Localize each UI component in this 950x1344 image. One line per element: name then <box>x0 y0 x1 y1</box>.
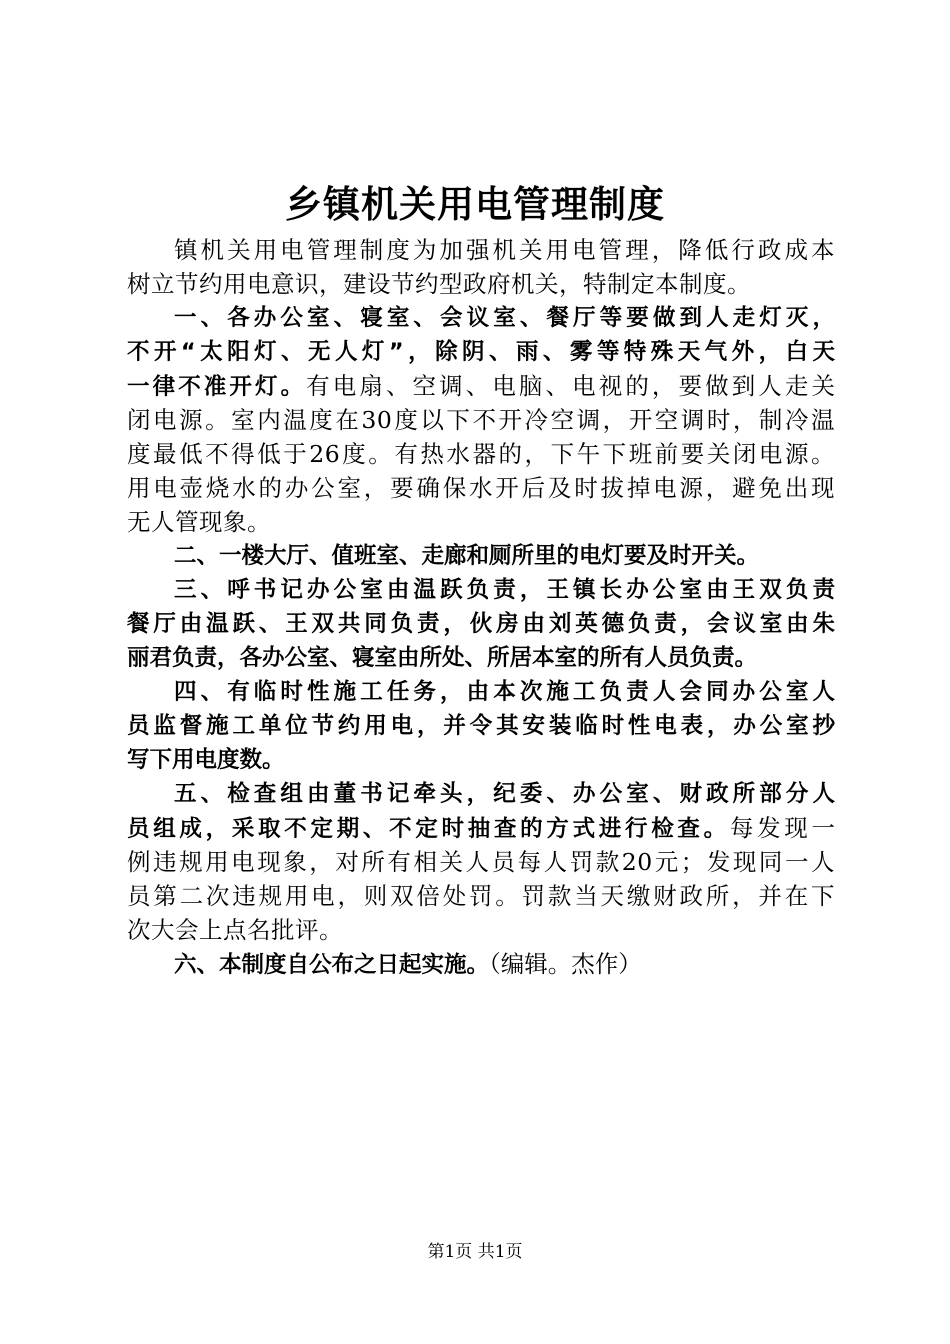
section1-line-2: 不开“太阳灯、无人灯”，除阴、雨、雾等特殊天气外，白天 <box>127 339 835 365</box>
section4-line-2: 员监督施工单位节约用电，并令其安装临时性电表，办公室抄 <box>127 713 835 739</box>
section1-line-3-normal: 有电扇、空调、电脑、电视的，要做到人走关 <box>306 372 835 400</box>
document-title: 乡镇机关用电管理制度 <box>285 183 665 226</box>
section1-line-7: 无人管现象。 <box>127 508 271 536</box>
section5-line-1: 五、检查组由董书记牵头，纪委、办公室、财政所部分人 <box>174 781 835 807</box>
section1-line-3-bold: 一律不准开灯。 <box>127 374 307 400</box>
section1-line-1: 一、各办公室、寝室、会议室、餐厅等要做到人走灯灭， <box>174 305 835 331</box>
section2-line: 二、一楼大厅、值班室、走廊和厕所里的电灯要及时开关。 <box>174 543 760 569</box>
section5-line-2-normal: 每发现一 <box>729 814 835 842</box>
section1-line-5: 度最低不得低于26度。有热水器的，下午下班前要关闭电源。 <box>127 440 835 468</box>
section6-bold: 六、本制度自公布之日起实施。 <box>174 952 490 978</box>
intro-line-2: 树立节约用电意识，建设节约型政府机关，特制定本制度。 <box>127 270 751 298</box>
section6-normal: （编辑。杰作） <box>489 950 642 978</box>
section4-line-1: 四、有临时性施工任务，由本次施工负责人会同办公室人 <box>174 679 835 705</box>
section1-line-3 <box>127 369 835 403</box>
section1-line-6: 用电壶烧水的办公室，要确保水开后及时拔掉电源，避免出现 <box>127 474 835 502</box>
section1-line-4: 闭电源。室内温度在30度以下不开冷空调，开空调时，制冷温 <box>127 406 835 434</box>
section5-line-5: 次大会上点名批评。 <box>127 916 343 944</box>
section3-line-1: 三、呼书记办公室由温跃负责，王镇长办公室由王双负责 <box>174 577 835 603</box>
section3-line-3: 丽君负责，各办公室、寝室由所处、所居本室的所有人员负责。 <box>127 645 758 671</box>
section5-line-4: 员第二次违规用电，则双倍处罚。罚款当天缴财政所，并在下 <box>127 882 835 910</box>
section5-line-2-bold: 员组成，采取不定期、不定时抽查的方式进行检查。 <box>127 816 730 842</box>
document-body <box>127 233 835 981</box>
section3-line-2: 餐厅由温跃、王双共同负责，伙房由刘英德负责，会议室由朱 <box>127 611 835 637</box>
intro-line-1: 镇机关用电管理制度为加强机关用电管理，降低行政成本 <box>174 236 835 264</box>
section6-line <box>127 947 835 981</box>
section4-line-3: 写下用电度数。 <box>127 747 285 773</box>
section5-line-3: 例违规用电现象，对所有相关人员每人罚款20元；发现同一人 <box>127 848 835 876</box>
section5-line-2 <box>127 811 835 845</box>
page-footer: 第1页 共1页 <box>427 1242 523 1262</box>
